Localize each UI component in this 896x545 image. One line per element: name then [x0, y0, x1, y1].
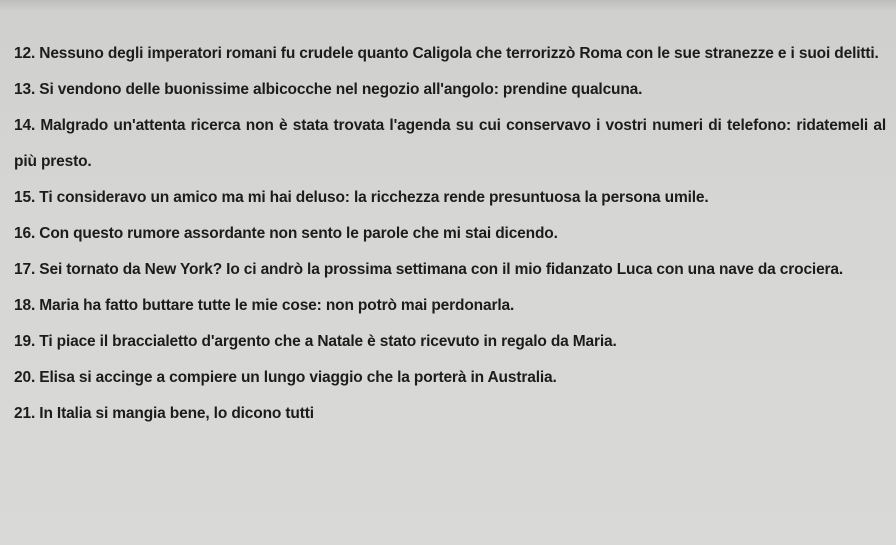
- exercise-item-19: [14, 324, 886, 360]
- exercise-item-15: [14, 180, 886, 216]
- exercise-text: Malgrado un'attenta ricerca non è stata trovata l'agenda su cui conservavo i vostri numeri di telefono: ridatemeli al più presto.: [14, 117, 886, 170]
- exercise-number: 17.: [14, 261, 36, 278]
- exercise-text: Ti consideravo un amico ma mi hai deluso: la ricchezza rende presuntuosa la persona umile.: [39, 189, 709, 206]
- exercise-number: 12.: [14, 45, 36, 62]
- exercise-item-20: [14, 360, 886, 396]
- exercise-text: Nessuno degli imperatori romani fu crudele quanto Caligola che terrorizzò Roma con le sue stranezze e i suoi delitti.: [39, 45, 879, 62]
- exercise-text: Elisa si accinge a compiere un lungo viaggio che la porterà in Australia.: [39, 369, 557, 386]
- exercise-item-12: [14, 36, 886, 72]
- page-edge: [0, 0, 896, 10]
- exercise-text: Sei tornato da New York? Io ci andrò la prossima settimana con il mio fidanzato Luca con una nave da crociera.: [39, 261, 844, 278]
- exercise-text: Maria ha fatto buttare tutte le mie cose: non potrò mai perdonarla.: [39, 297, 515, 314]
- exercise-number: 20.: [14, 369, 36, 386]
- exercise-item-14: [14, 108, 886, 180]
- exercise-number: 16.: [14, 225, 36, 242]
- exercise-list: [14, 36, 886, 432]
- exercise-number: 19.: [14, 333, 36, 350]
- exercise-number: 14.: [14, 117, 36, 134]
- exercise-number: 18.: [14, 297, 36, 314]
- exercise-number: 21.: [14, 405, 36, 422]
- exercise-text: In Italia si mangia bene, lo dicono tutti: [39, 405, 314, 422]
- exercise-text: Con questo rumore assordante non sento le parole che mi stai dicendo.: [39, 225, 558, 242]
- exercise-text: Si vendono delle buonissime albicocche nel negozio all'angolo: prendine qualcuna.: [39, 81, 643, 98]
- exercise-number: 15.: [14, 189, 36, 206]
- exercise-number: 13.: [14, 81, 36, 98]
- exercise-item-18: [14, 288, 886, 324]
- exercise-item-13: [14, 72, 886, 108]
- exercise-item-16: [14, 216, 886, 252]
- exercise-item-21: [14, 396, 886, 432]
- exercise-text: Ti piace il braccialetto d'argento che a Natale è stato ricevuto in regalo da Maria.: [39, 333, 617, 350]
- exercise-item-17: [14, 252, 886, 288]
